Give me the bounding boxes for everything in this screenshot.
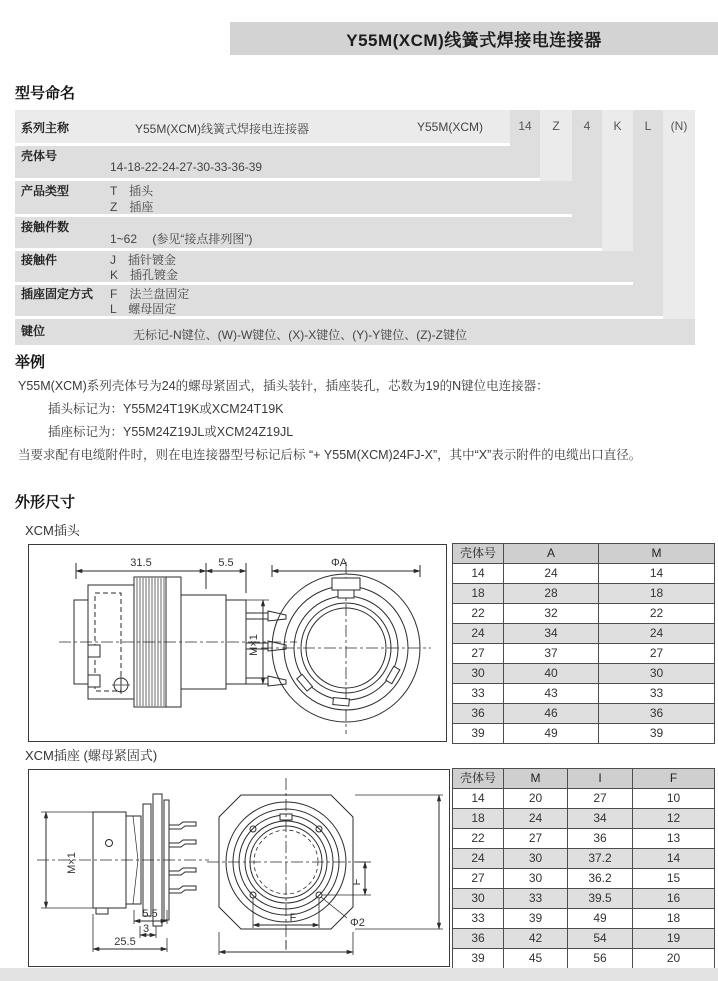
- plug-dimension-table: [452, 543, 715, 744]
- table-cell: 46: [504, 704, 599, 724]
- table-cell: 37: [504, 644, 599, 664]
- table-cell: 36: [453, 929, 504, 949]
- socket-dim-m1: M×1: [66, 852, 78, 874]
- table-cell: 34: [504, 624, 599, 644]
- table-cell: 18: [453, 809, 504, 829]
- row-label: 壳体号: [21, 149, 58, 163]
- example-line: Y55M(XCM)系列壳体号为24的螺母紧固式，插头装针，插座装孔，芯数为19的N键位电连接器：: [18, 379, 549, 393]
- plug-dim-5-5: 5.5: [218, 557, 234, 569]
- table-cell: 33: [453, 909, 504, 929]
- example-line: 插座标记为：Y55M24Z19JL或XCM24Z19JL: [48, 425, 294, 439]
- table-row: [453, 929, 715, 949]
- table-cell: 33: [453, 684, 504, 704]
- table-header-cell: 壳体号: [453, 769, 504, 789]
- table-cell: 22: [453, 829, 504, 849]
- table-row: [453, 909, 715, 929]
- page-title: Y55M(XCM)线簧式焊接电连接器: [230, 22, 718, 55]
- row-label: 插座固定方式: [21, 287, 94, 301]
- naming-row-fix: [15, 285, 663, 316]
- table-cell: 15: [633, 869, 715, 889]
- plug-label: XCM插头: [25, 523, 80, 538]
- model-naming-table: [15, 110, 695, 345]
- table-cell: 39: [453, 949, 504, 969]
- code-contact: K: [613, 119, 622, 133]
- socket-drawing: [28, 769, 450, 967]
- row-label: 键位: [21, 324, 46, 338]
- table-cell: 37.2: [568, 849, 633, 869]
- row-series-code: Y55M(XCM): [417, 120, 484, 134]
- table-cell: 39: [453, 724, 504, 744]
- table-cell: 39: [599, 724, 715, 744]
- code-key: (N): [670, 119, 688, 133]
- code-count: 4: [583, 119, 591, 133]
- table-cell: 34: [568, 809, 633, 829]
- naming-heading: 型号命名: [15, 85, 76, 102]
- table-cell: 54: [568, 929, 633, 949]
- row-label: 接触件: [21, 253, 58, 267]
- naming-row-series: [15, 110, 510, 143]
- table-cell: 42: [504, 929, 568, 949]
- footer-bar: [0, 968, 718, 981]
- table-cell: 30: [453, 889, 504, 909]
- socket-dim-f-vertical: F: [351, 878, 363, 886]
- table-cell: 24: [453, 849, 504, 869]
- table-row: [453, 664, 715, 684]
- table-cell: 30: [504, 869, 568, 889]
- plug-dim-31-5: 31.5: [130, 557, 152, 569]
- table-header-cell: A: [504, 544, 599, 564]
- table-cell: 39.5: [568, 889, 633, 909]
- table-cell: 24: [504, 564, 599, 584]
- code-fix: L: [644, 119, 652, 133]
- row-content: 14-18-22-24-27-30-33-36-39: [110, 160, 263, 174]
- table-cell: 22: [599, 604, 715, 624]
- code-strip-key: [663, 110, 695, 345]
- table-cell: 32: [504, 604, 599, 624]
- table-cell: 30: [504, 849, 568, 869]
- table-row: [453, 584, 715, 604]
- table-cell: 49: [504, 724, 599, 744]
- row-label: 产品类型: [21, 184, 70, 198]
- table-cell: 20: [504, 789, 568, 809]
- table-cell: 18: [599, 584, 715, 604]
- example-paragraph: [18, 375, 712, 467]
- table-row: [453, 849, 715, 869]
- table-cell: 20: [633, 949, 715, 969]
- plug-drawing-svg: [29, 545, 446, 741]
- table-cell: 10: [633, 789, 715, 809]
- table-cell: 30: [453, 664, 504, 684]
- table-row: [453, 869, 715, 889]
- socket-dim-f-horizontal: F: [289, 912, 297, 924]
- table-header-cell: M: [504, 769, 568, 789]
- row-label: 系列主称: [21, 121, 70, 135]
- table-cell: 27: [453, 644, 504, 664]
- example-line: 当要求配有电缆附件时，则在电连接器型号标记后标 “+ Y55M(XCM)24FJ-X”，其中“X”表示附件的电缆出口直径。: [18, 448, 642, 462]
- plug-dim-phi-a: ΦA: [330, 557, 348, 569]
- socket-dimension-table: [452, 768, 715, 969]
- table-cell: 24: [504, 809, 568, 829]
- table-cell: 24: [599, 624, 715, 644]
- table-header-cell: I: [568, 769, 633, 789]
- table-header-cell: 壳体号: [453, 544, 504, 564]
- table-cell: 40: [504, 664, 599, 684]
- naming-row-contact: [15, 251, 633, 282]
- table-header-cell: F: [633, 769, 715, 789]
- table-cell: 28: [504, 584, 599, 604]
- table-cell: 14: [453, 789, 504, 809]
- table-cell: 27: [504, 829, 568, 849]
- table-row: [453, 704, 715, 724]
- table-row: [453, 604, 715, 624]
- row-content: Z 插座: [110, 200, 154, 214]
- table-row: [453, 684, 715, 704]
- socket-dim-3: 3: [142, 923, 150, 935]
- code-shell: 14: [518, 119, 532, 133]
- table-cell: 16: [633, 889, 715, 909]
- socket-label: XCM插座 (螺母紧固式): [25, 748, 158, 763]
- table-cell: 12: [633, 809, 715, 829]
- table-row: [453, 829, 715, 849]
- row-content: K 插孔镀金: [110, 268, 179, 282]
- row-content: L 螺母固定: [110, 302, 177, 316]
- plug-drawing: [28, 544, 447, 742]
- row-content: J 插针镀金: [110, 253, 177, 267]
- table-cell: 13: [633, 829, 715, 849]
- naming-row-key: [15, 319, 695, 345]
- naming-row-count: [15, 217, 602, 248]
- naming-row-shell: [15, 146, 540, 178]
- table-cell: 33: [504, 889, 568, 909]
- table-cell: 45: [504, 949, 568, 969]
- table-cell: 27: [568, 789, 633, 809]
- example-heading: 举例: [15, 354, 46, 371]
- plug-dim-m1: M×1: [248, 634, 260, 656]
- socket-drawing-svg: [29, 770, 449, 966]
- table-row: [453, 644, 715, 664]
- table-cell: 18: [633, 909, 715, 929]
- table-cell: 14: [633, 849, 715, 869]
- table-cell: 36: [599, 704, 715, 724]
- table-header-cell: M: [599, 544, 715, 564]
- table-cell: 22: [453, 604, 504, 624]
- row-content: F 法兰盘固定: [110, 287, 190, 301]
- socket-dim-i: I: [284, 939, 288, 951]
- row-content: 无标记-N键位、(W)-W键位、(X)-X键位、(Y)-Y键位、(Z)-Z键位: [133, 328, 467, 342]
- table-cell: 27: [453, 869, 504, 889]
- table-row: [453, 889, 715, 909]
- example-line: 插头标记为：Y55M24T19K或XCM24T19K: [48, 402, 284, 416]
- table-row: [453, 949, 715, 969]
- naming-row-type: [15, 181, 572, 214]
- table-cell: 30: [599, 664, 715, 684]
- socket-dim-phi-2: Φ2: [350, 917, 365, 929]
- table-cell: 18: [453, 584, 504, 604]
- row-content: 1~62 (参见“接点排列图”): [110, 232, 253, 246]
- socket-dim-25-5: 25.5: [114, 936, 136, 948]
- table-cell: 19: [633, 929, 715, 949]
- table-cell: 36: [568, 829, 633, 849]
- table-row: [453, 564, 715, 584]
- row-content: Y55M(XCM)线簧式焊接电连接器: [135, 122, 310, 136]
- table-cell: 36: [453, 704, 504, 724]
- table-cell: 39: [504, 909, 568, 929]
- table-header-row: [453, 544, 715, 564]
- table-cell: 27: [599, 644, 715, 664]
- table-cell: 43: [504, 684, 599, 704]
- table-cell: 56: [568, 949, 633, 969]
- table-cell: 33: [599, 684, 715, 704]
- table-cell: 14: [453, 564, 504, 584]
- code-type: Z: [552, 119, 560, 133]
- table-row: [453, 809, 715, 829]
- table-cell: 36.2: [568, 869, 633, 889]
- table-cell: 49: [568, 909, 633, 929]
- table-cell: 14: [599, 564, 715, 584]
- row-content: T 插头: [110, 184, 154, 198]
- table-row: [453, 624, 715, 644]
- table-cell: 24: [453, 624, 504, 644]
- socket-dim-5-5: 5.5: [142, 908, 158, 920]
- outline-heading: 外形尺寸: [15, 494, 76, 511]
- table-row: [453, 789, 715, 809]
- table-header-row: [453, 769, 715, 789]
- table-row: [453, 724, 715, 744]
- row-label: 接触件数: [21, 220, 70, 234]
